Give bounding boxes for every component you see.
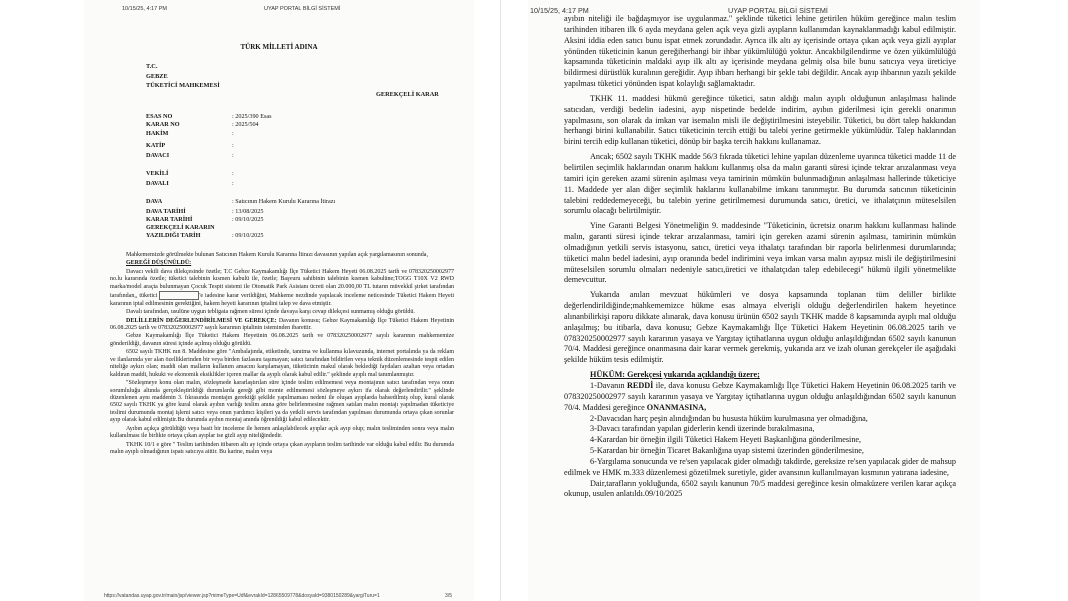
hukum-item-2: 2-Davacıdan harç peşin alındığından bu hususta hüküm kurulmasına yer olmadığına, bbox=[590, 413, 868, 423]
field-davaci: DAVACI : bbox=[146, 152, 234, 159]
acik-gizli-ayip-paragraph: Ayıbın açıkça görüldüğü veya basit bir inceleme ile hemen anlaşılabilecek ayıplar açık ayıp olup; malın tesliminden sonra veya malın kullanılması ile birlikte ortaya çıkan ayıplar ise gizli ayıp niteliğindedir. bbox=[110, 425, 454, 440]
field-dava: DAVA : Satıcının Hakem Kurulu Kararına İtirazı bbox=[146, 198, 336, 205]
tc-label: T.C. bbox=[146, 63, 158, 70]
field-davali: DAVALI : bbox=[146, 180, 234, 187]
hukum-heading: HÜKÜM: Gerekçesi yukarıda açıklandığı üzere; bbox=[590, 370, 760, 380]
montaj-paragraph: "Sözleşmeye konu olan malın, sözleşmede kararlaştırılan süre içinde teslim edilmemesi veya montajının satıcı tarafından veya onun sorumluluğu altında gerçekleştirildiği durumlarda gereği gibi monte edilmemesi sözleşmeye aykırı ifa olarak değerlendirilir." şeklinde düzenlenen aynı maddenin 3. fıkrasında montajın gerektiği şekilde yapılmaması nedeni ile oluşan ayıplarda bahsedilmiş olup, kural olarak 6502 sayılı TKHK ya göre kural olarak ayıbın varlığı teslim anına göre belirlenmesine rağmen satılan malın montajı yapılmadan tüketiciye teslimi durumunda montaj işlemi satıcı veya onun yardımcı kişileri ya da yetkili servis tarafından yapılması durumunda ortaya çıkan sorunlar ayıp olarak kabul edilmiştir.Bu durumda ayıbın montaj anında öğrenildiği kabul edilecektir. bbox=[110, 380, 454, 424]
hukum-item-6: 6-Yargılama sonucunda ve re'sen yapılacak gider olmadığı takdirde, gereksize re'sen yapılacak gider de mahsup edilmek ve HMK m.333 düzenlemesi gözetilmek suretiyle, gider avansının kullanılmayan kısmının yatırana iadesine, bbox=[564, 456, 956, 477]
field-yazildigi-tarih: YAZILDIĞI TARİH : 09/10/2025 bbox=[146, 232, 264, 239]
field-esas-no: ESAS NO : 2025/390 Esas bbox=[146, 113, 272, 120]
closing-paragraph: Dair,tarafların yokluğunda, 6502 sayılı kanunun 70/5 maddesi gereğince kesin olmaküzere verilen karar açıkça okunup, usulen anlatıldı.09/10/2025 bbox=[564, 478, 956, 499]
left-body-text bbox=[110, 252, 454, 458]
hukum-item-5: 5-Karardan bir örneğin Ticaret Bakanlığına uyap sistemi üzerinden gönderilmesine, bbox=[590, 446, 864, 456]
header-system-name: UYAP PORTAL BİLGİ SİSTEMİ bbox=[264, 6, 341, 12]
field-karar-tarihi: KARAR TARİHİ : 09/10/2025 bbox=[146, 216, 264, 223]
court-name: TÜKETİCİ MAHKEMESİ bbox=[146, 82, 220, 89]
hukum-item-1: 1-Davanın REDDİ ile, dava konusu Gebze Kaymakamlığı İlçe Tüketici Hakem Heyetinin 06.08.2025 tarih ve 078320250002977 sayılı kararının yasaya ve Yargıtay içtihatlarına uygun olduğu anlaşıldığından 6502 sayılı kanunun 70/4. Maddesi gereğince ONANMASINA, bbox=[564, 381, 956, 412]
page-gap-divider bbox=[500, 0, 501, 601]
header-datetime: 10/15/25, 4:17 PM bbox=[530, 6, 589, 15]
field-dava-tarihi: DAVA TARİHİ : 13/08/2025 bbox=[146, 208, 264, 215]
tkhk-56-paragraph: Ancak; 6502 sayılı TKHK madde 56/3 fıkrada tüketici lehine yapılan düzenleme uyarınca tüketici madde 11 de belirtilen seçimlik haklarından onarım hakkını kullanmış olsa da malın garanti süresi içinde tekrar arızalanması veya tamiri için gereken azami sürenin aşılması veya tamirinin mümkün bulunmadığının anlaşılması hallerinde tüketiciye 11. Maddede yer alan diğer seçimlik haklarını kullanabilme imkanı tanınmıştır. Bu durumda satıcının tüketicinin talebini reddedemeyeceği, bu talebin yerine getirilmemesi durumunda satıcı, üretici, ve ithalatçının müteselsilen sorumlu olacağı belirtilmiştir. bbox=[564, 152, 956, 216]
evidence-paragraph: DELİLLERİN DEĞERLENDİRİLMESİ VE GEREKÇE: Davanın konusu; Gebze Kaymakamlığı İlçe Tüketici Hakem Heyetinin 06.08.2025 tarih ve 078320250002977 sayılı kararının iptalinin isteminden ibarettir. bbox=[110, 317, 454, 331]
header-datetime: 10/15/25, 4:17 PM bbox=[122, 6, 167, 12]
hakem-heyeti-paragraph: Gebze Kaymakamlığı İlçe Tüketici Hakem Heyetinin 06.08.2025 tarih ve 078320250002977 sayılı kararının mahkememize gönderildiği, davanın süresi içinde açılmış olduğu görüldü. bbox=[110, 333, 454, 347]
document-page-right bbox=[528, 0, 980, 601]
field-vekili: VEKİLİ : bbox=[146, 170, 234, 177]
hukum-item-4: 4-Karardan bir örneğin ilgili Tüketici Hakem Heyeti Başkanlığına gönderilmesine, bbox=[590, 435, 862, 445]
court-city: GEBZE bbox=[146, 73, 168, 80]
document-page-left bbox=[84, 0, 474, 601]
tkhk-10-continued-paragraph: ayıbın niteliği ile bağdaşmıyor ise uygulanmaz." şeklinde tüketici lehine getirilen hüküm gereğince malın teslim tarihinden itibaren ilk 6 ayda meydana gelen açık veya gizli ayıpların kullanımdan kaynaklanmadığı kabul edilmiştir. Aksini iddia eden satıcı bunu ispat etmek zorundadır. Ayrıca ilk altı ay içerisinde ortaya çıkan açık veya gizli ayıplar yönünden tüketicinin kanun gereğiherhangi bir ihbar yükümlülüğü yoktur. Ancakbilgilendirme ve özen yükümlülüğü kapsamında tüketicinin maldaki ayıp ilk altı ay içerisinde meydana gelmiş olsa bile bunu satıcıya veya üreticiye bildirmesi dürüstlük kuralının gereğidir. Ayıp ihbarı herhangi bir şekle tabi değildir. Ancak ayıp ihbarının yazılı şekilde yapılması tüketici yönünden ispat kolaylığı sağlamaktadır. bbox=[564, 14, 956, 89]
footer-page-number: 3/5 bbox=[445, 593, 452, 599]
field-hakim: HAKİM : bbox=[146, 130, 234, 137]
claim-paragraph: Davacı vekili dava dilekçesinde özetle; T.C Gebze Kaymakamlığı İlçe Tüketici Hakem Heyeti 06.08.2025 tarih ve 078320250002977 no.lu kararında özetle; tüketici talebinin kısmen kabulü ile, özetle; Başvuru sahibinin talebinin kısmen kabulüne;TOGG T10X V2 RWD marka/model araçta bulunmayan Çocuk Tespit sistemi ile Otomatik Park Asistanı ücreti olan 20.000,00 TL tutarın müvekkil şirket tarafından tarafından,, tüketici 'e iadesine karar verildiğini, Mahkeme nezdinde yapılacak inceleme neticesinde Tüketici Hakem Heyeti kararının iptal edilmesinin gerektiğini, hakem heyeti kararının iptalini talep ve dava etmiştir. bbox=[110, 268, 454, 307]
intro-paragraph: Mahkememizde görülmekte bulunan Satıcının Hakem Kurulu Kararına İtirazı davasının yapılan açık yargılamasının sonunda, bbox=[126, 252, 428, 258]
defense-paragraph: Davalı tarafından, usulüne uygun tebligata rağmen süresi içinde davaya karşı cevap dilekçesi sunmamış olduğu görüldü. bbox=[126, 309, 415, 316]
garanti-yonetmeligi-paragraph: Yine Garanti Belgesi Yönetmeliğin 9. maddesinde "Tüketicinin, ücretsiz onarım hakkını kullanması halinde malın, garanti süresi içinde tekrar arızalanması, tamiri için gereken azami sürenin aşılması, tamirinin mümkün olmadığının yetkili servis istasyonu, satıcı, üretici veya ithalatçı tarafından bir raporla belirlenmesi durumlarında; tüketici malın bedel iadesini, ayıp oranında bedel indirimini veya imkan varsa malın ayıpsız misli ile değiştirilmesini müteselsilen sorumlu olmaları nedeniyle satıcı,üretici ve ithalatçıdan talep edebilecegi" hükmü ilgili yönetmelikte demevcuttur. bbox=[564, 221, 956, 285]
field-karar-no: KARAR NO : 2025/504 bbox=[146, 121, 259, 128]
redacted-name-box bbox=[159, 291, 199, 300]
document-type: GEREKÇELİ KARAR bbox=[376, 91, 439, 98]
right-body-text bbox=[564, 14, 956, 500]
document-heading: TÜRK MİLLETİ ADINA bbox=[240, 43, 318, 51]
tkhk-11-paragraph: TKHK 11. maddesi hükmü gereğince tüketici, satın aldığı malın ayıplı olduğunun anlaşılması halinde satıcıdan, verdiği bedelin iadesini, ayıp nispetinde bedelde indirim, ayıbın giderilmesi için gerekli onarımın yapılmasını, son olarak da imkan var isemalın misli ile değiştirilmesini isteyebilir. Tüketici, bu dört talep hakkından herhangi birini kullanabilir. Satıcı tüketicinin tercih ettiği bu talebi yerine getirmekle yükümlüdür. Talep haklarından birini tercih edip kullanan tüketici, dönüp bir başka tercih hakkını kullanamaz. bbox=[564, 93, 956, 147]
footer-url[interactable]: https://vatandas.uyap.gov.tr/main/jsp/viewer.jsp?mimeType=Udf&evrakId=12865509778&dosyaId=9380150289&yargiTuru=1 bbox=[104, 593, 380, 599]
header-system-name: UYAP PORTAL BİLGİ SİSTEMİ bbox=[728, 6, 828, 15]
tkhk-8-paragraph: 6502 sayılı TKHK nın 8. Maddesine göre "Ambalajında, etiketinde, tanıtma ve kullanma kılavuzunda, internet portalında ya da reklam ve ilanlarında yer alan özelliklerinden bir veya birden fazlasını taşımayan; satıcı tarafından bildirilen veya teknik düzenlemesinde tespit edilen niteliğe aykırı olan; maddi olan malların kullanım amacını karşılamayan, tüketicinin makul olarak beklediği faydaları azaltan veya ortadan kaldıran maddi, hukuki ve ekonomik eksiklikler içeren mallar da ayıplı olarak kabul edilir." şeklinde ayıplı mal tanımlanmıştır. bbox=[110, 349, 454, 378]
hukum-item-3: 3-Davacı tarafından yapılan giderlerin kendi üzerinde bırakılmasına, bbox=[590, 424, 815, 434]
tkhk-10-paragraph: TKHK 10/1 e göre " Teslim tarihinden itibaren altı ay içinde ortaya çıkan ayıpların teslim tarihinde var olduğu kabul edilir. Bu durumda malın ayıplı olmadığının ispatı satıcıya aittir. Bu karine, malın veya bbox=[110, 441, 454, 456]
section-title-geregi: GEREĞİ DÜŞÜNÜLDÜ: bbox=[126, 260, 192, 267]
field-gerekceli-kararin: GEREKÇELİ KARARIN bbox=[146, 224, 215, 231]
field-katip: KATİP : bbox=[146, 142, 234, 149]
degerlendirme-paragraph: Yukarıda anılan mevzuat hükümleri ve dosya kapsamında toplanan tüm deliller birlikte değerlendirildiğinde;mahkememizce hükme esas almaya elverişli olduğu değerlendirilen hakem heyetince alınanbilirkişi raporu dikkate alınarak, dava konusu ürünün 6502 sayılı TKHK madde 8 kapsamında ayıplı mal olduğu anlaşılmış; bu itibarla, dava konusu; Gebze Kaymakamlığı İlçe Tüketici Hakem Heyetinin 06.08.2025 tarih ve 078320250002977 sayılı kararının yasaya ve Yargıtay içtihatlarına uygun olduğu anlaşıldığından 6502 sayılı kanunun 70/4. Maddesi gereğince onanmasına dair karar vermek gerekmiş, yukarıda arz ve izah olunan gerekçeler ile aşağıdaki şekilde hüküm tesis edilmiştir. bbox=[564, 290, 956, 365]
